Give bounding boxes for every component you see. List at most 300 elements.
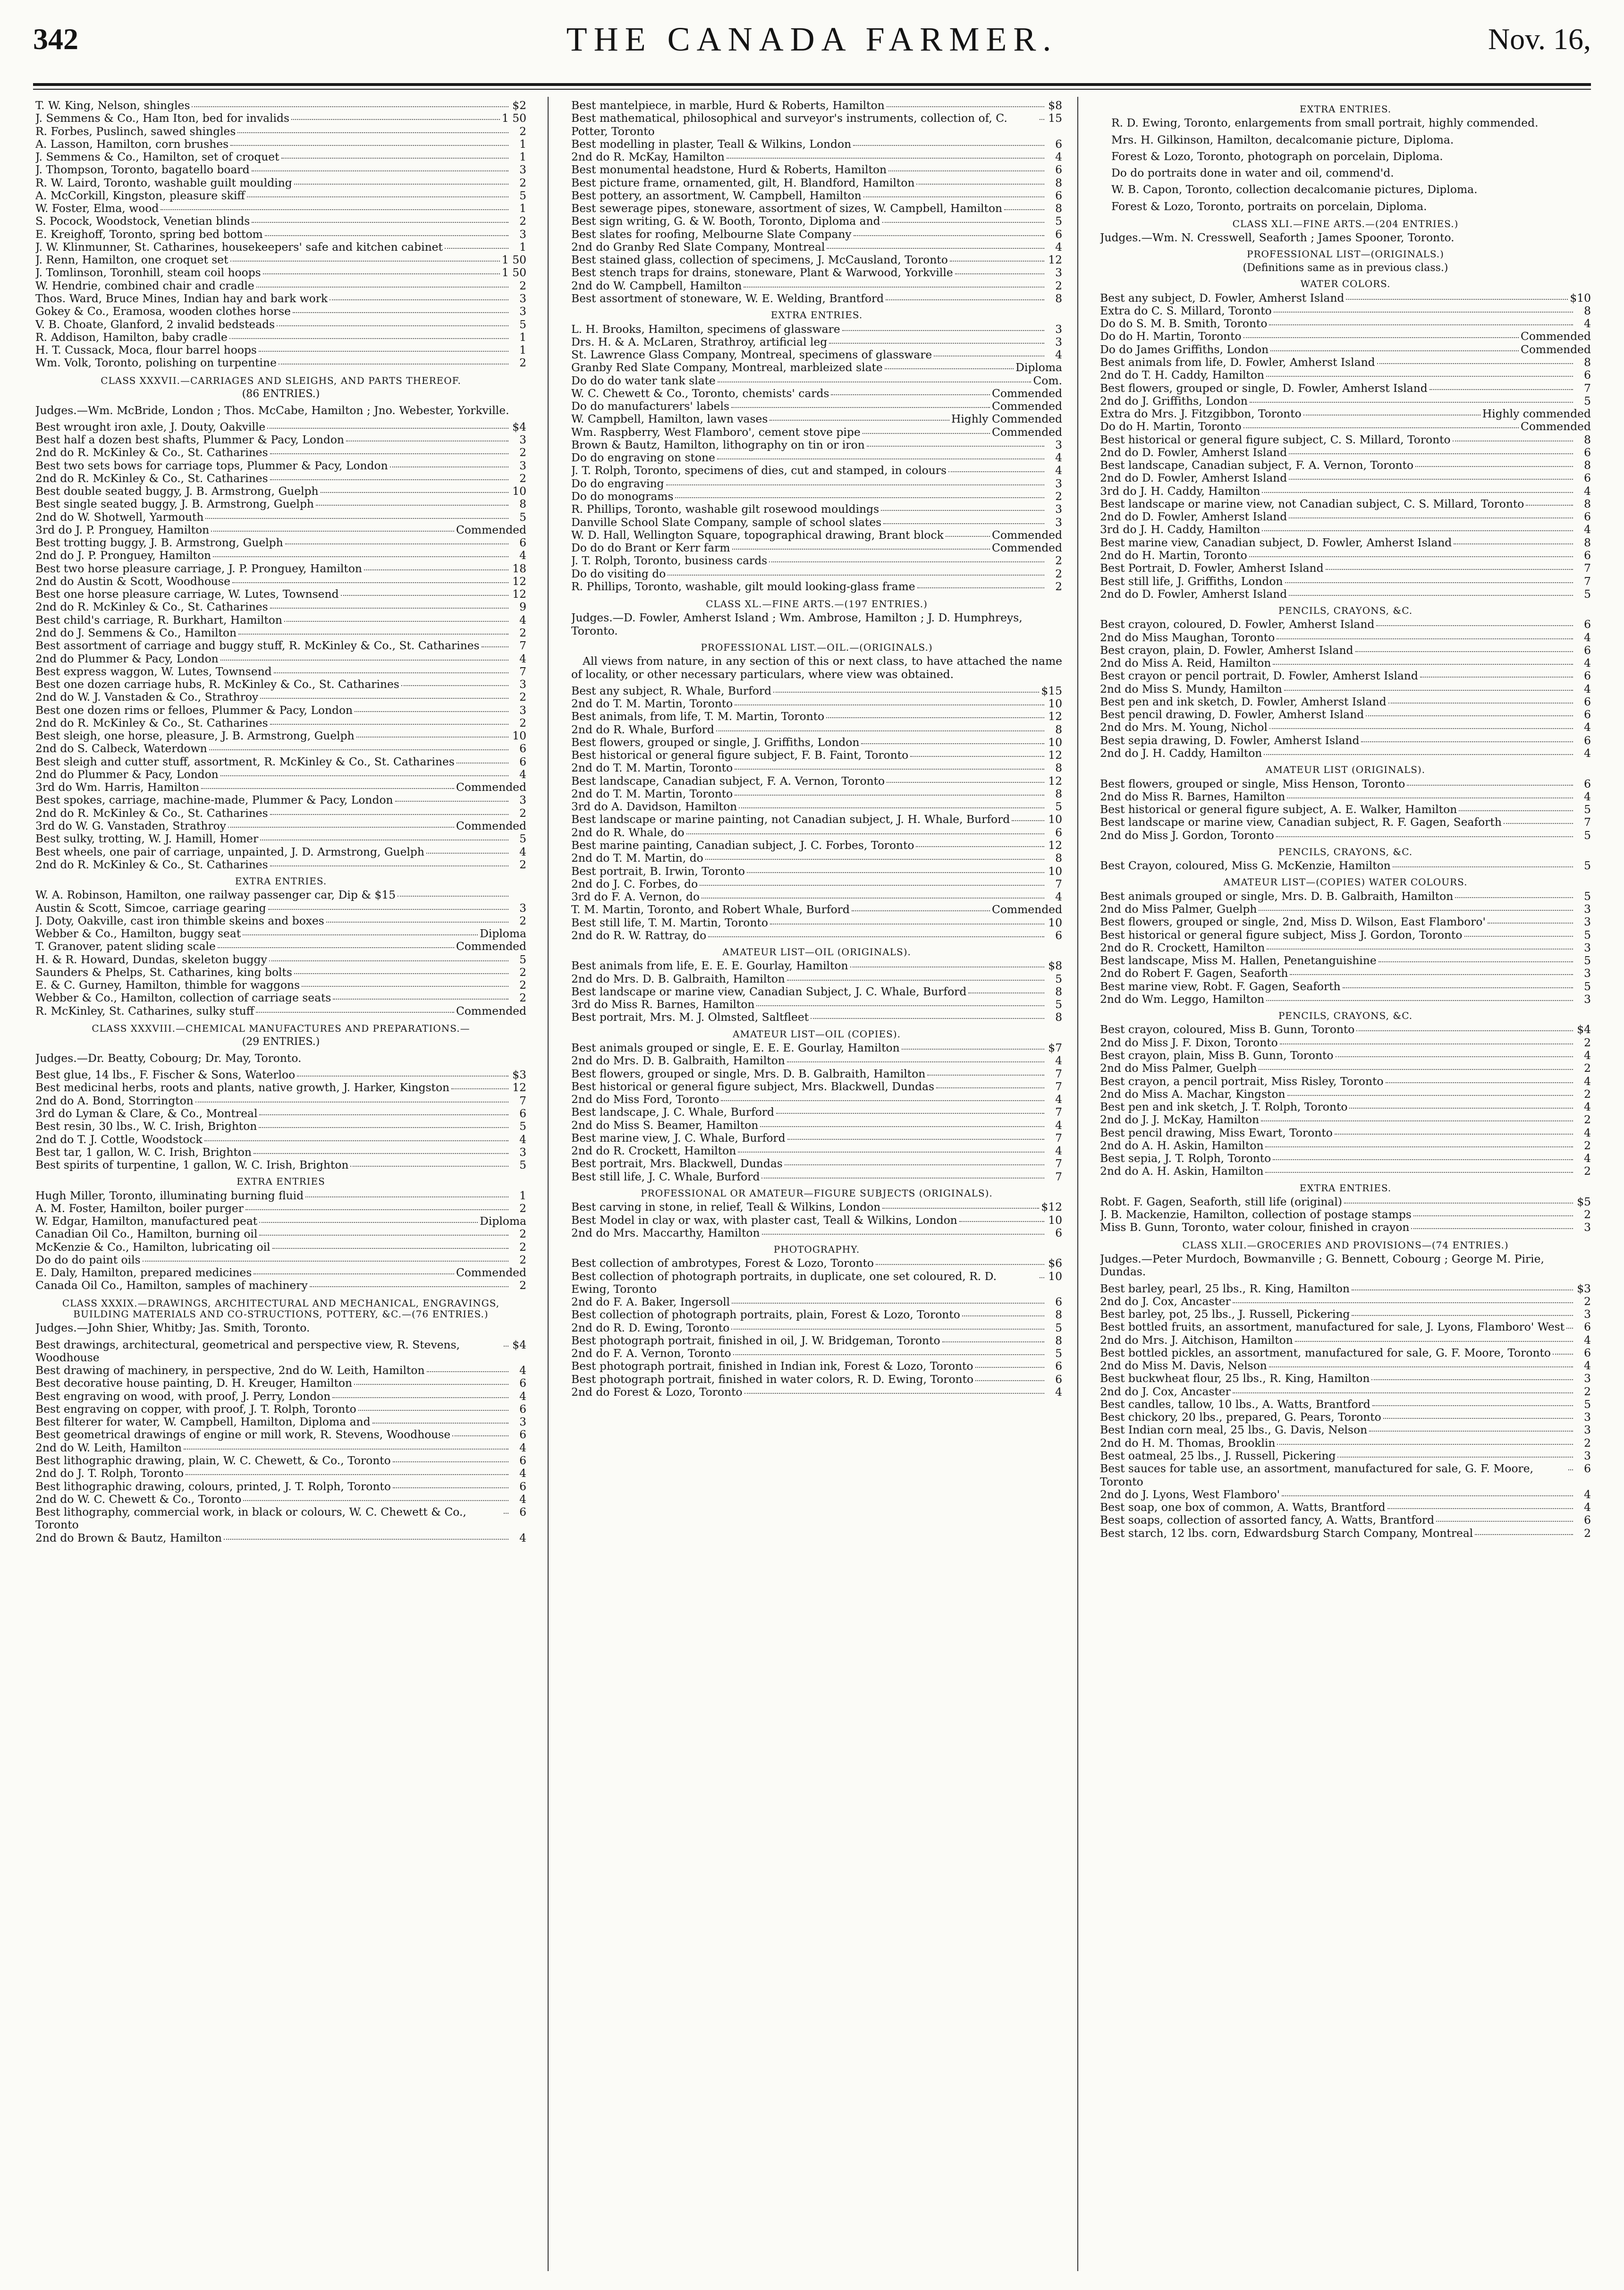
prize-entry <box>35 1254 526 1266</box>
prize-entry <box>35 1364 526 1377</box>
entry-prize: 6 <box>1584 669 1591 683</box>
prize-entry <box>1100 929 1591 941</box>
prize-entry <box>35 356 526 369</box>
entry-text: Webber & Co., Hamilton, collection of carriage seats <box>35 991 331 1005</box>
prize-entry <box>1100 305 1591 317</box>
leader-dots <box>252 170 508 171</box>
entry-text: 2nd do Miss Palmer, Guelph <box>1100 902 1257 916</box>
prize-entry <box>1100 829 1591 842</box>
prize-entry <box>571 1170 1062 1183</box>
leader-dots <box>1004 209 1044 210</box>
prize-entry <box>35 1266 526 1279</box>
prize-entry <box>1100 356 1591 369</box>
leader-dots <box>291 119 500 120</box>
entry-text: Best photograph portrait, finished in oil, J. W. Bridgeman, Toronto <box>571 1333 940 1347</box>
leader-dots <box>350 1166 508 1167</box>
leader-dots <box>395 801 508 802</box>
prize-entry <box>35 678 526 691</box>
entry-prize: 4 <box>1055 451 1062 465</box>
entry-text: 2nd do D. Fowler, Amherst Island <box>1100 471 1287 485</box>
prize-entry <box>35 1215 526 1228</box>
entry-text: Best decorative house painting, D. H. Kreuger, Hamilton <box>35 1376 353 1390</box>
entry-prize: 5 <box>519 1158 526 1172</box>
prize-entry <box>571 1334 1062 1347</box>
prize-entry <box>1100 1462 1591 1488</box>
prize-entry <box>571 723 1062 736</box>
prize-entry <box>35 215 526 228</box>
entry-text: Best drawings, architectural, geometrical and perspective view, R. Stevens, Woodhouse <box>35 1338 460 1364</box>
prize-entry <box>1100 498 1591 510</box>
leader-dots <box>270 453 508 454</box>
entry-text: 2nd do J. Semmens & Co., Hamilton <box>35 626 237 640</box>
entry-prize: $3 <box>1577 1281 1591 1295</box>
entry-text: Best sign writing, G. & W. Booth, Toronto, Diploma and <box>571 214 880 228</box>
entry-prize: 3 <box>1055 502 1062 516</box>
entry-text: 2nd do Mrs. D. B. Galbraith, Hamilton <box>571 972 785 985</box>
leader-dots <box>270 608 508 609</box>
entry-prize: 6 <box>519 1402 526 1416</box>
leader-dots <box>445 248 508 249</box>
entry-text: Best landscape or marine view, Canadian Subject, J. C. Whale, Burford <box>571 984 967 998</box>
prize-entry <box>1100 790 1591 803</box>
prize-entry <box>35 1241 526 1254</box>
entry-text: J. B. Mackenzie, Hamilton, collection of postage stamps <box>1100 1208 1412 1221</box>
entry-text: J. Tomlinson, Toronhill, steam coil hoops <box>35 266 261 280</box>
leader-dots <box>852 910 990 911</box>
entry-text: Do do visiting do <box>571 567 666 580</box>
entry-prize: 10 <box>1048 916 1062 929</box>
class-heading: CLASS XLI.—FINE ARTS.—(204 ENTRIES.) <box>1232 218 1459 229</box>
leader-dots <box>356 737 508 738</box>
leader-dots <box>1553 1354 1573 1355</box>
leader-dots <box>1267 949 1573 950</box>
leader-dots <box>451 1088 508 1089</box>
leader-dots <box>254 1153 508 1154</box>
entry-text: Best flowers, grouped or single, Miss Henson, Toronto <box>1100 777 1405 790</box>
section-heading: AMATEUR LIST—(COPIES) WATER COLOURS. <box>1223 876 1468 888</box>
entry-prize: 2 <box>1584 1526 1591 1540</box>
entry-prize: 4 <box>1055 1385 1062 1399</box>
entry-prize: 5 <box>1584 889 1591 903</box>
prize-entry <box>571 215 1062 228</box>
prize-entry <box>35 601 526 613</box>
entry-text: 2nd do R. McKinley & Co., St. Catharines <box>35 600 268 614</box>
prize-list <box>35 1069 526 1171</box>
entry-prize: 6 <box>519 1479 526 1493</box>
entry-text: 3rd do A. Davidson, Hamilton <box>571 800 737 814</box>
entry-prize: 2 <box>1584 1208 1591 1221</box>
leader-dots <box>883 523 1044 524</box>
entry-prize: 4 <box>1055 1093 1062 1106</box>
entry-prize: 4 <box>519 1389 526 1403</box>
entry-prize: 6 <box>1584 1462 1591 1476</box>
leader-dots <box>902 1049 1044 1050</box>
prize-entry <box>35 241 526 254</box>
entry-prize: 4 <box>519 1492 526 1506</box>
entry-prize: 7 <box>1055 877 1062 891</box>
leader-dots <box>1269 324 1573 325</box>
entry-text: Best crayon, coloured, D. Fowler, Amherst Island <box>1100 618 1375 631</box>
entry-text: Best flowers, grouped or single, 2nd, Miss D. Wilson, East Flamboro' <box>1100 915 1486 929</box>
entry-text: 3rd do F. A. Vernon, do <box>571 890 700 904</box>
entry-prize: 6 <box>1055 1226 1062 1239</box>
leader-dots <box>268 909 508 910</box>
prize-entry <box>1100 1424 1591 1436</box>
prize-entry <box>1100 1347 1591 1359</box>
leader-dots <box>305 1196 508 1197</box>
prize-entry <box>1100 954 1591 967</box>
entry-prize: 8 <box>1055 761 1062 775</box>
leader-dots <box>735 795 1044 796</box>
prize-entry <box>35 717 526 729</box>
entry-prize: 2 <box>519 690 526 704</box>
entry-text: Best Crayon, coloured, Miss G. McKenzie, Hamilton <box>1100 859 1391 873</box>
entry-text: Extra do Mrs. J. Fitzgibbon, Toronto <box>1100 407 1302 421</box>
column-1 <box>35 99 526 2271</box>
extra-entries-heading: EXTRA ENTRIES. <box>1299 1182 1392 1194</box>
entry-text: Best glue, 14 lbs., F. Fischer & Sons, Waterloo <box>35 1068 296 1082</box>
entry-prize: 6 <box>1055 163 1062 177</box>
prize-entry <box>1100 523 1591 536</box>
section-heading: PENCILS, CRAYONS, &C. <box>1278 846 1413 857</box>
prize-entry <box>1100 1488 1591 1501</box>
entry-prize: 5 <box>1584 828 1591 842</box>
entry-text: A. M. Foster, Hamilton, boiler purger <box>35 1201 244 1215</box>
entry-text: Extra do C. S. Millard, Toronto <box>1100 304 1272 317</box>
class-heading: CLASS XXXIX.—DRAWINGS, ARCHITECTURAL AND MECHANICAL, ENGRAVINGS, BUILDING MATERIALS AND CO-STRUCTIONS, POTTERY, &C.—(76 ENTRIES.) <box>62 1297 500 1320</box>
prize-entry <box>571 1080 1062 1093</box>
prize-list <box>1100 890 1591 1006</box>
prize-entry <box>1100 575 1591 588</box>
prize-entry <box>571 336 1062 348</box>
entry-text: Best express waggon, W. Lutes, Townsend <box>35 664 272 678</box>
leader-dots <box>1376 625 1573 626</box>
leader-dots <box>254 1273 454 1274</box>
entry-prize: 6 <box>1584 777 1591 790</box>
prize-entry <box>35 562 526 575</box>
entry-prize: 4 <box>519 845 526 858</box>
prize-entry <box>571 516 1062 529</box>
entry-prize: 4 <box>1584 721 1591 734</box>
leader-dots <box>228 827 454 828</box>
prize-entry <box>35 755 526 768</box>
leader-dots <box>666 484 1044 485</box>
prize-entry <box>1100 721 1591 734</box>
entry-text: Best historical or general figure subject, Miss J. Gordon, Toronto <box>1100 928 1463 941</box>
entry-prize: 2 <box>1584 1384 1591 1398</box>
leader-dots <box>184 1449 508 1450</box>
entry-text: Do do do Brant or Kerr farm <box>571 541 730 555</box>
masthead: THE CANADA FARMER. <box>566 20 1058 58</box>
prize-entry <box>35 588 526 601</box>
header-rule-thin <box>33 89 1591 90</box>
extra-entry-text: Forest & Lozo, Toronto, portraits on porcelain, Diploma. <box>1111 199 1427 213</box>
section-heading: AMATEUR LIST (ORIGINALS). <box>1265 764 1426 776</box>
entry-text: Canadian Oil Co., Hamilton, burning oil <box>35 1227 258 1241</box>
leader-dots <box>243 1500 508 1501</box>
entry-prize: 4 <box>1584 1074 1591 1088</box>
prize-entry <box>35 1120 526 1133</box>
entry-prize: 6 <box>1055 1295 1062 1309</box>
prize-entry <box>1100 330 1591 343</box>
entry-prize: $4 <box>512 420 526 433</box>
entry-text: Best flowers, grouped or single, J. Griffiths, London <box>571 735 860 749</box>
leader-dots <box>1287 797 1573 798</box>
leader-dots <box>705 859 1044 860</box>
entry-text: Webber & Co., Hamilton, buggy seat <box>35 927 241 941</box>
entry-prize: 5 <box>1584 954 1591 967</box>
prize-entry <box>35 1133 526 1146</box>
prize-entry <box>35 549 526 562</box>
leader-dots <box>252 222 508 223</box>
leader-dots <box>1488 923 1573 924</box>
entry-prize: 12 <box>512 1081 526 1094</box>
entry-text: 2nd do A. Bond, Storrington <box>35 1094 194 1107</box>
prize-entry <box>571 839 1062 852</box>
entry-prize: 6 <box>1584 695 1591 708</box>
entry-prize: $3 <box>512 1068 526 1082</box>
entry-text: R. Phillips, Toronto, washable, gilt mould looking-glass frame <box>571 579 915 593</box>
entry-prize: 1 <box>519 137 526 151</box>
entry-text: Best candles, tallow, 10 lbs., A. Watts, Brantford <box>1100 1397 1370 1411</box>
entry-prize: 4 <box>519 1531 526 1544</box>
prize-entry <box>1100 618 1591 631</box>
leader-dots <box>946 536 990 537</box>
leader-dots <box>1249 556 1573 557</box>
entry-text: 2nd do W. Shotwell, Yarmouth <box>35 510 204 524</box>
prize-entry <box>571 348 1062 361</box>
entry-text: Best medicinal herbs, roots and plants, native growth, J. Harker, Kingston <box>35 1081 450 1094</box>
entry-prize: 6 <box>1584 1346 1591 1359</box>
entry-text: Best modelling in plaster, Teall & Wilkins, London <box>571 137 852 151</box>
prize-entry <box>35 1081 526 1094</box>
entry-text: Best soap, one box of common, A. Watts, Brantford <box>1100 1501 1386 1514</box>
leader-dots <box>1372 1405 1573 1406</box>
prize-entry <box>1100 695 1591 708</box>
entry-text: Best sewerage pipes, stoneware, assortment of sizes, W. Campbell, Hamilton <box>571 202 1003 215</box>
column-divider <box>548 97 549 2271</box>
prize-entry <box>1100 1359 1591 1372</box>
entry-text: 2nd do T. M. Martin, do <box>571 851 703 865</box>
entry-text: W. D. Hall, Wellington Square, topographical drawing, Brant block <box>571 528 944 542</box>
prize-entry <box>571 580 1062 593</box>
prize-entry <box>571 813 1062 826</box>
entry-prize: 5 <box>1055 972 1062 985</box>
leader-dots <box>218 947 454 948</box>
entry-text: 2nd do H. M. Thomas, Brooklin <box>1100 1436 1276 1450</box>
entry-text: 2nd do Granby Red Slate Company, Montreal <box>571 240 825 254</box>
entry-prize: 4 <box>1584 656 1591 670</box>
prize-entry <box>571 1106 1062 1119</box>
entry-text: Best photograph portrait, finished in Indian ink, Forest & Lozo, Toronto <box>571 1359 973 1373</box>
leader-dots <box>1411 1228 1573 1229</box>
entry-text: Best crayon, plain, Miss B. Gunn, Toronto <box>1100 1048 1334 1062</box>
entry-prize: 4 <box>1584 1359 1591 1373</box>
entry-prize: 4 <box>519 767 526 781</box>
entry-text: Best still life, J. Griffiths, London <box>1100 574 1283 588</box>
entry-text: Best wheels, one pair of carriage, unpainted, J. D. Armstrong, Guelph <box>35 845 424 858</box>
prize-entry <box>1100 536 1591 549</box>
prize-entry <box>1100 967 1591 980</box>
entry-prize: 3 <box>1584 902 1591 916</box>
entry-text: Best marine view, Robt. F. Gagen, Seaforth <box>1100 979 1341 993</box>
entry-text: 3rd do Miss R. Barnes, Hamilton <box>571 998 755 1011</box>
leader-dots <box>975 1380 1044 1381</box>
prize-entry <box>35 1228 526 1240</box>
entry-text: Wm. Raspberry, West Flamboro', cement stove pipe <box>571 425 861 439</box>
entry-text: Best trotting buggy, J. B. Armstrong, Guelph <box>35 536 283 550</box>
entry-prize: 4 <box>1584 1333 1591 1347</box>
entry-prize: 4 <box>1584 682 1591 695</box>
entry-text: 2nd do D. Fowler, Amherst Island <box>1100 445 1287 459</box>
prize-entry <box>571 1011 1062 1024</box>
entry-text: Best collection of ambrotypes, Forest & Lozo, Toronto <box>571 1256 874 1270</box>
entry-prize: 2 <box>1584 1138 1591 1152</box>
entry-prize: 2 <box>519 214 526 228</box>
entry-prize: 7 <box>519 664 526 678</box>
prize-entry <box>35 1005 526 1018</box>
entry-text: L. H. Brooks, Hamilton, specimens of glassware <box>571 322 840 336</box>
prize-entry <box>571 464 1062 477</box>
prize-entry <box>1100 1165 1591 1178</box>
prize-entry <box>1100 734 1591 747</box>
entry-text: Best crayon, coloured, Miss B. Gunn, Toronto <box>1100 1023 1355 1036</box>
entry-prize: Commended <box>991 399 1062 413</box>
leader-dots <box>887 106 1044 107</box>
leader-dots <box>700 885 1044 886</box>
entry-text: 3rd do W. G. Vanstaden, Strathroy <box>35 819 226 832</box>
leader-dots <box>204 1140 508 1141</box>
leader-dots <box>1284 690 1573 691</box>
prize-entry <box>571 1214 1062 1227</box>
leader-dots <box>762 1234 1044 1235</box>
prize-entry <box>571 280 1062 292</box>
entry-text: J. W. Klinmunner, St. Catharines, housekeepers' safe and kitchen cabinet <box>35 240 443 254</box>
entry-prize: 6 <box>1584 643 1591 657</box>
prize-entry <box>571 736 1062 749</box>
extra-entry-text: Mrs. H. Gilkinson, Hamilton, decalcomanie picture, Diploma. <box>1111 133 1454 146</box>
entry-prize: 6 <box>519 536 526 550</box>
entry-count: (29 ENTRIES.) <box>242 1036 320 1048</box>
section-heading: PENCILS, CRAYONS, &C. <box>1278 605 1413 617</box>
prize-entry <box>571 1347 1062 1360</box>
leader-dots <box>716 730 1044 731</box>
leader-dots <box>161 209 508 210</box>
leader-dots <box>882 1208 1039 1209</box>
prize-entry <box>35 1146 526 1159</box>
prize-list <box>35 99 526 370</box>
prize-entry <box>1100 631 1591 644</box>
entry-prize: 2 <box>1584 1436 1591 1450</box>
prize-list <box>35 1339 526 1544</box>
entry-text: 2nd do Austin & Scott, Woodhouse <box>35 574 230 588</box>
entry-prize: 6 <box>1055 1372 1062 1386</box>
prize-entry <box>1100 343 1591 356</box>
prize-entry <box>35 915 526 927</box>
entry-prize: Commended <box>991 528 1062 542</box>
prize-entry <box>35 254 526 266</box>
entry-text: 2nd do Forest & Lozo, Toronto <box>571 1385 743 1399</box>
leader-dots <box>1335 1134 1573 1135</box>
entry-text: Brown & Bautz, Hamilton, lithography on tin or iron <box>571 438 865 451</box>
entry-prize: 5 <box>1584 928 1591 941</box>
entry-prize: 5 <box>1584 394 1591 407</box>
extra-entry-text: R. D. Ewing, Toronto, enlargements from small portrait, highly commended. <box>1111 116 1539 130</box>
leader-dots <box>916 846 1044 847</box>
prize-entry <box>571 800 1062 813</box>
entry-text: Best portrait, Mrs. Blackwell, Dundas <box>571 1157 783 1170</box>
entry-prize: Commended <box>991 903 1062 916</box>
prize-entry <box>35 125 526 138</box>
entry-text: Best bottled pickles, an assortment, manufactured for sale, G. F. Moore, Toronto <box>1100 1346 1551 1359</box>
prize-entry <box>35 1480 526 1493</box>
leader-dots <box>427 1371 508 1372</box>
leader-dots <box>1379 961 1573 962</box>
entry-text: Best animals grouped or single, E. E. E. Gourlay, Hamilton <box>571 1041 900 1055</box>
prize-entry <box>571 387 1062 400</box>
prize-entry <box>1100 1282 1591 1295</box>
prize-entry <box>1100 292 1591 305</box>
entry-text: Robt. F. Gagen, Seaforth, still life (original) <box>1100 1195 1342 1208</box>
column-3 <box>1100 99 1591 2271</box>
entry-prize: 12 <box>1048 710 1062 723</box>
entry-prize: 10 <box>1048 813 1062 826</box>
entry-prize: Highly Commended <box>951 412 1062 426</box>
entry-prize: 4 <box>519 549 526 562</box>
leader-dots <box>393 1461 508 1462</box>
leader-dots <box>259 1127 508 1128</box>
leader-dots <box>247 196 508 197</box>
extra-entries-heading: EXTRA ENTRIES. <box>235 875 327 887</box>
leader-dots <box>1415 466 1573 467</box>
entry-text: 2nd do Plummer & Pacy, London <box>35 652 219 665</box>
prize-entry <box>571 998 1062 1011</box>
entry-prize: 4 <box>1584 1487 1591 1501</box>
prize-entry <box>35 305 526 318</box>
leader-dots <box>143 1261 508 1262</box>
leader-dots <box>293 312 508 313</box>
entry-prize: Commended <box>456 1004 526 1018</box>
prize-entry <box>35 1189 526 1202</box>
entry-text: Best starch, 12 lbs. corn, Edwardsburg Starch Company, Montreal <box>1100 1526 1473 1540</box>
entry-prize: 3 <box>1055 515 1062 529</box>
entry-text: 2nd do S. Calbeck, Waterdown <box>35 742 207 755</box>
leader-dots <box>1568 1469 1573 1470</box>
entry-text: Best sleigh, one horse, pleasure, J. B. Armstrong, Guelph <box>35 729 355 743</box>
entry-prize: Commended <box>991 541 1062 555</box>
leader-dots <box>1387 1508 1573 1509</box>
entry-text: Do do S. M. B. Smith, Toronto <box>1100 317 1268 331</box>
prize-entry <box>571 374 1062 387</box>
prize-entry <box>35 1390 526 1403</box>
entry-prize: 7 <box>1584 561 1591 575</box>
leader-dots <box>787 1061 1044 1062</box>
leader-dots <box>1261 1120 1573 1121</box>
prize-entry <box>571 112 1062 138</box>
prize-entry <box>35 1159 526 1171</box>
entry-prize: 4 <box>519 1441 526 1454</box>
leader-dots <box>785 1164 1044 1165</box>
entry-prize: 6 <box>1055 137 1062 151</box>
prize-entry <box>571 138 1062 151</box>
leader-dots <box>321 492 508 493</box>
prize-entry <box>35 266 526 279</box>
entry-prize: 4 <box>1055 348 1062 362</box>
entry-text: 2nd do Mrs. J. Aitchison, Hamilton <box>1100 1333 1293 1347</box>
prize-entry <box>35 485 526 498</box>
entry-text: Do do monograms <box>571 490 674 503</box>
leader-dots <box>326 922 508 923</box>
